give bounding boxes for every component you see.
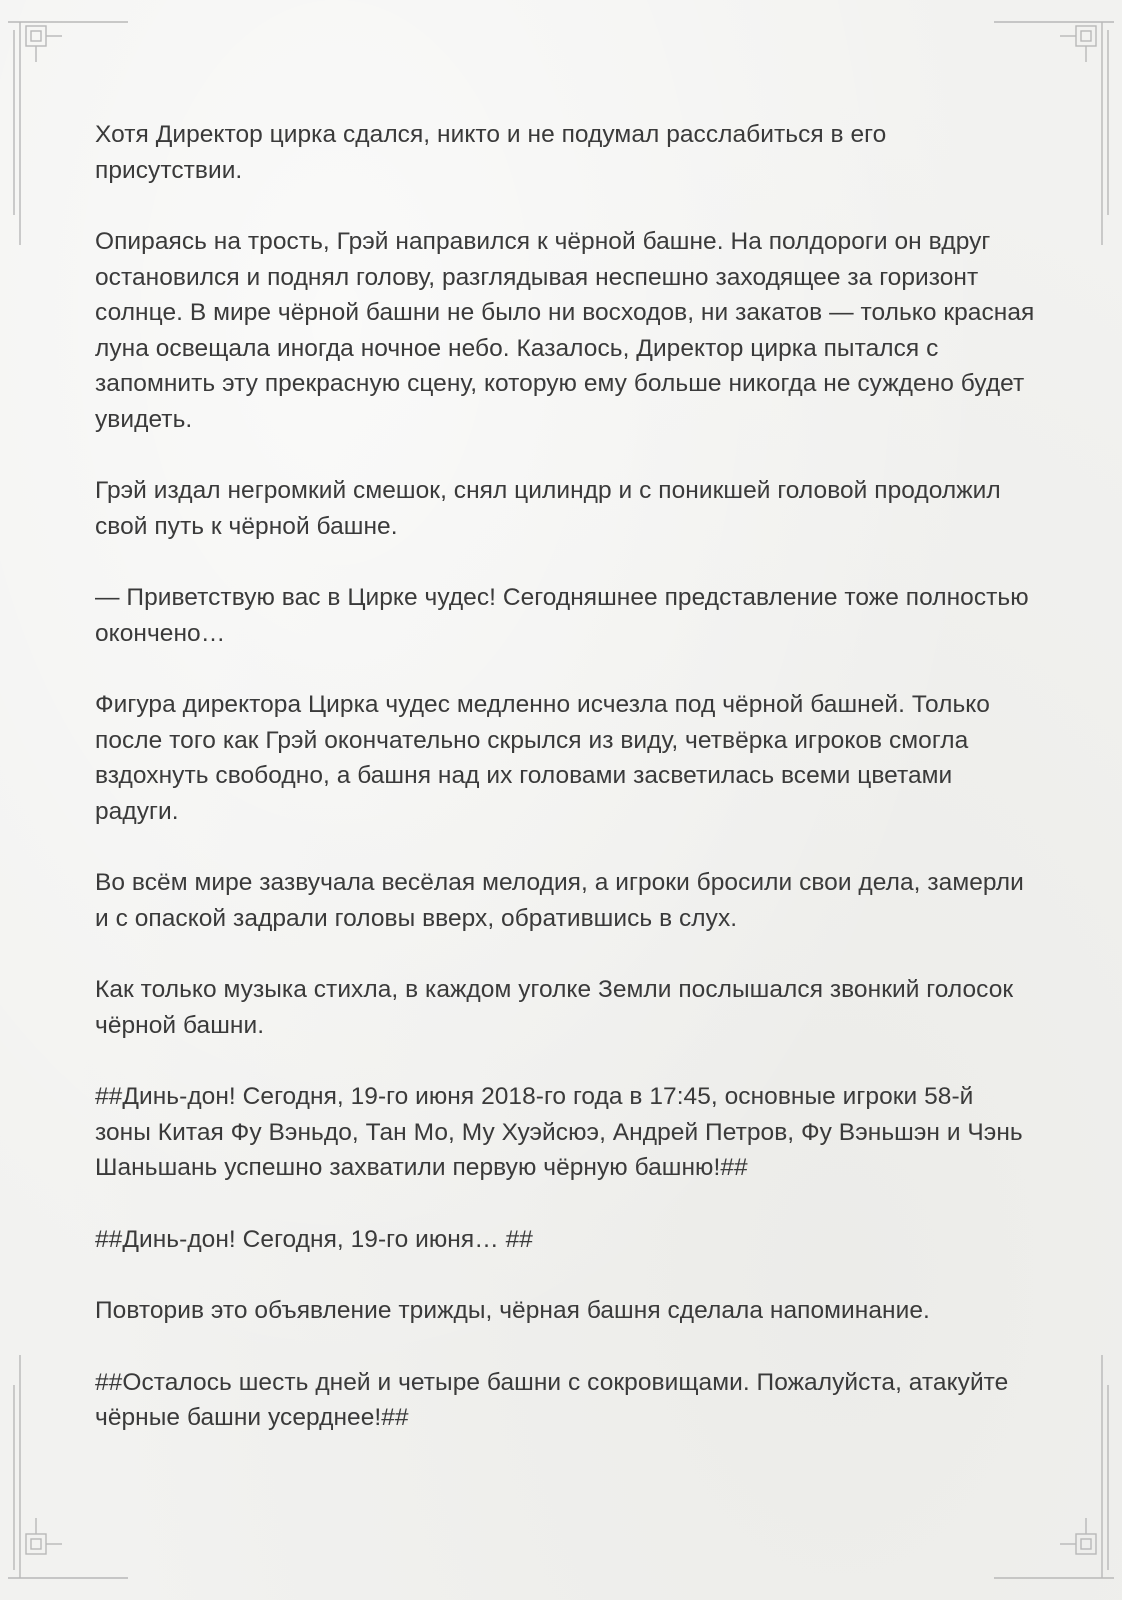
paragraph-8: ##Динь-дон! Сегодня, 19-го июня 2018-го года в 17:45, основные игроки 58-й зоны Китая Фу Вэньдо, Тан Мо, Му Хуэйсюэ, Андрей Петров, Фу Вэньшэн и Чэнь Шаньшань успешно захватили первую чёрную башню!## <box>95 1083 1023 1181</box>
paragraph-1: Хотя Директор цирка сдался, никто и не подумал расслабиться в его присутствии. <box>95 121 887 184</box>
document-body <box>95 117 1035 1436</box>
paragraph-3: Грэй издал негромкий смешок, снял цилиндр и с поникшей головой продолжил свой путь к чёрной башне. <box>95 477 1001 540</box>
paragraph-4: — Приветствую вас в Цирке чудес! Сегодняшнее представление тоже полностью окончено… <box>95 584 1029 647</box>
paragraph-5: Фигура директора Цирка чудес медленно исчезла под чёрной башней. Только после того как Грэй окончательно скрылся из виду, четвёрка игроков смогла вздохнуть свободно, а башня над их головами засветилась всеми цветами радуги. <box>95 691 990 825</box>
paragraph-6: Во всём мире зазвучала весёлая мелодия, а игроки бросили свои дела, замерли и с опаской задрали головы вверх, обратившись в слух. <box>95 869 1024 932</box>
paragraph-7: Как только музыка стихла, в каждом уголке Земли послышался звонкий голосок чёрной башни. <box>95 976 1014 1039</box>
paragraph-9: ##Динь-дон! Сегодня, 19-го июня… ## <box>95 1225 533 1253</box>
paragraph-11: ##Осталось шесть дней и четыре башни с сокровищами. Пожалуйста, атакуйте чёрные башни усерднее!## <box>95 1368 1009 1431</box>
paragraph-10: Повторив это объявление трижды, чёрная башня сделала напоминание. <box>95 1297 930 1324</box>
paragraph-2: Опираясь на трость, Грэй направился к чёрной башне. На полдороги он вдруг остановился и поднял голову, разглядывая неспешно заходящее за горизонт солнце. В мире чёрной башни не было ни восходов, ни закатов — только красная луна освещала иногда ночное небо. Казалось, Директор цирка пытался с запомнить эту прекрасную сцену, которую ему больше никогда не суждено будет увидеть. <box>95 228 1035 433</box>
